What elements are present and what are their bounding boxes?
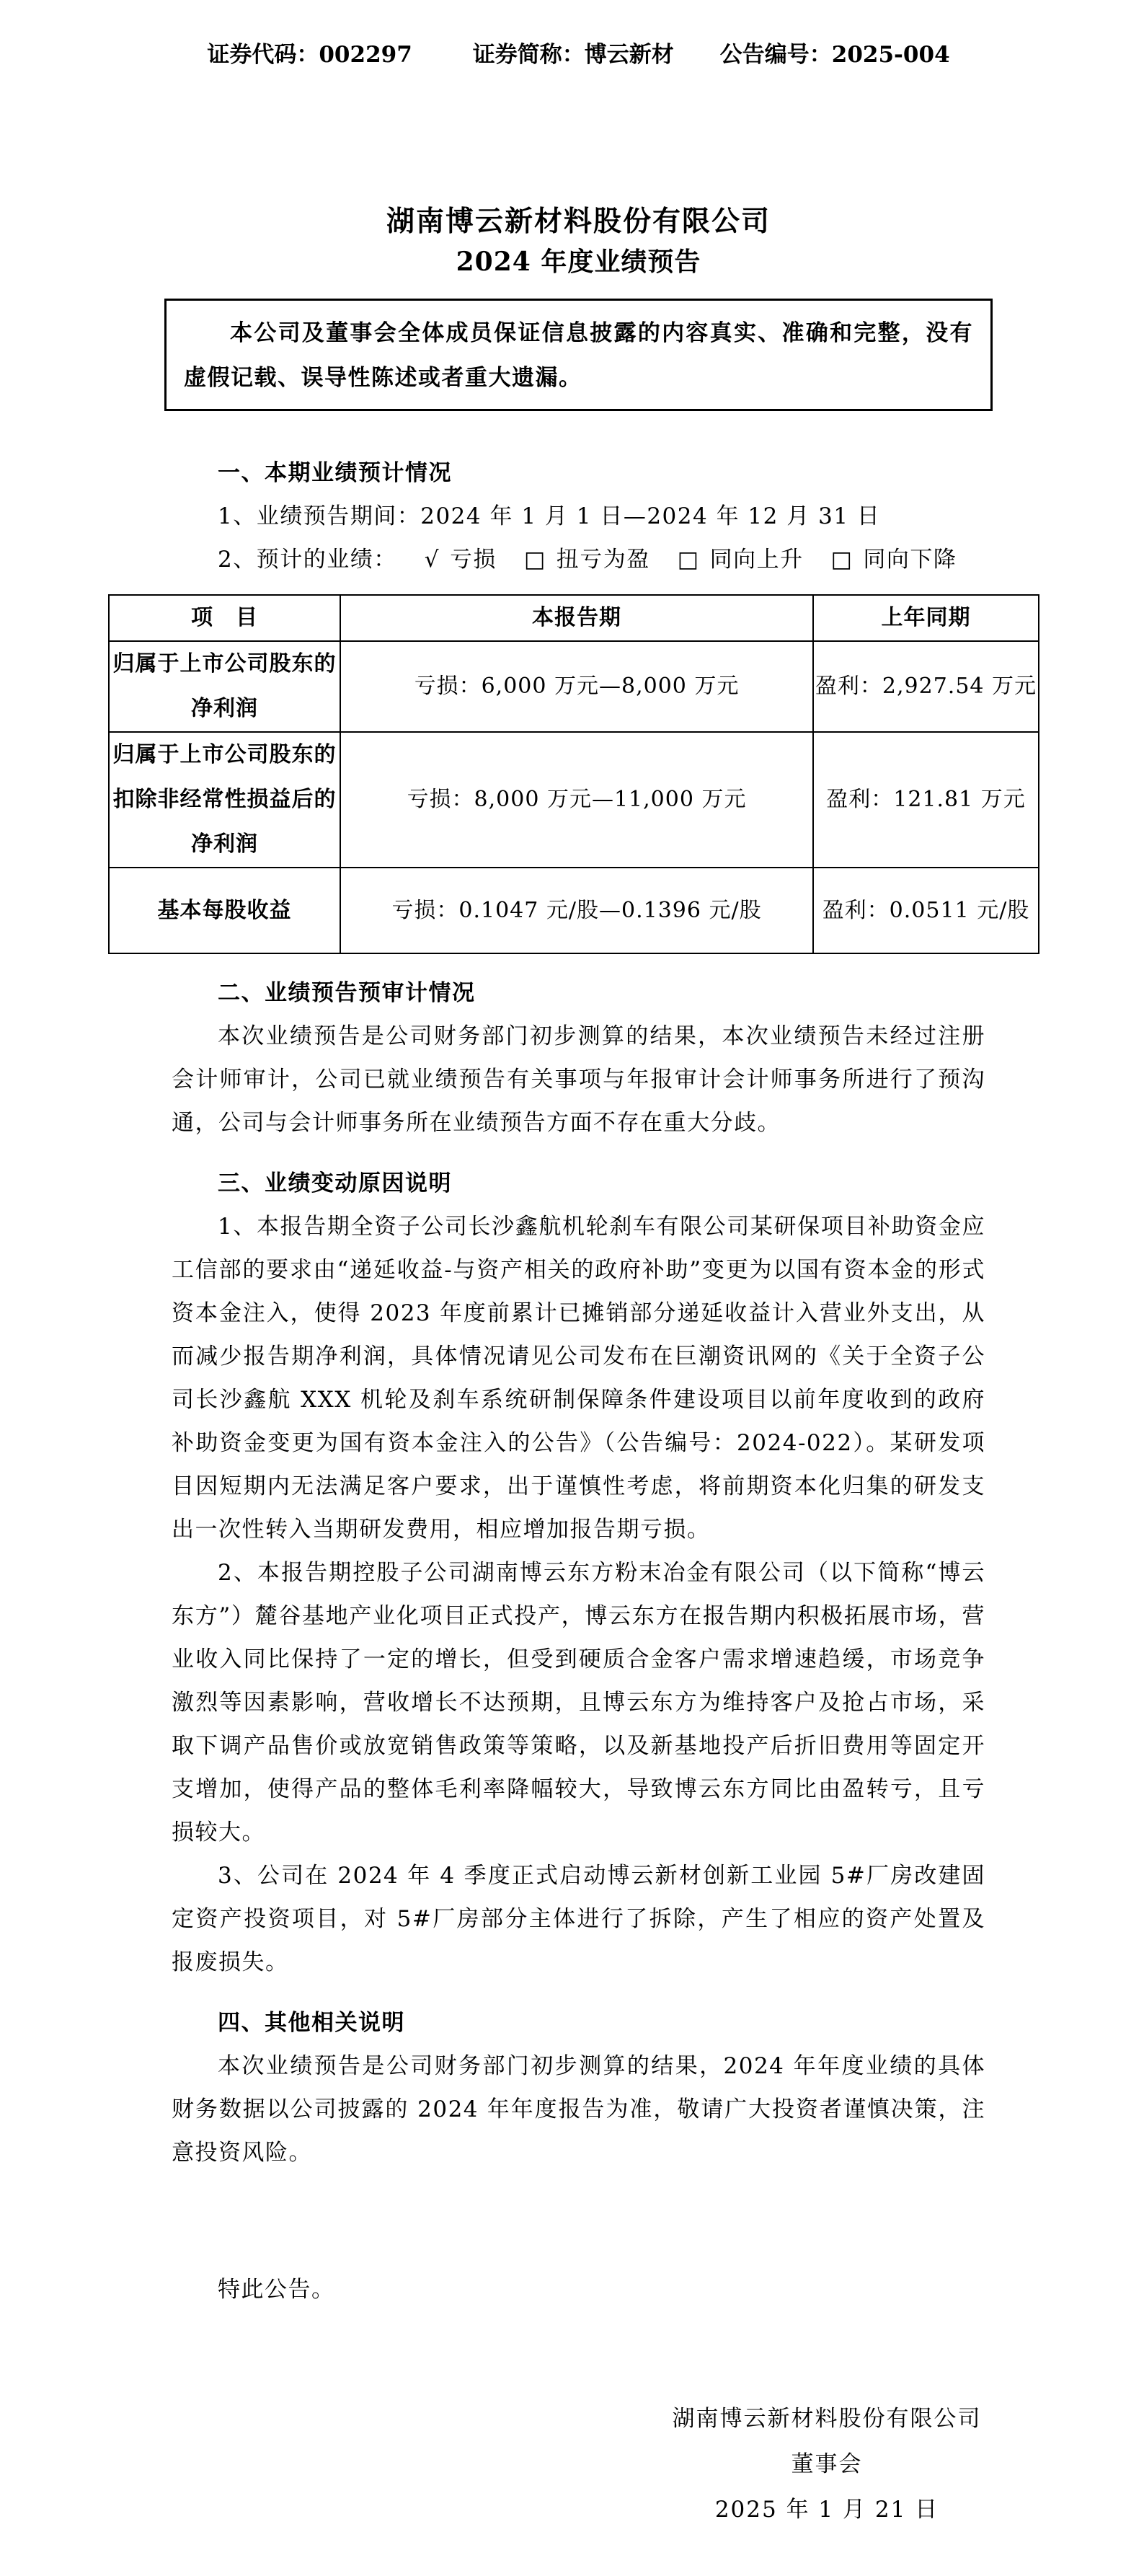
signature-block: [668, 2396, 985, 2533]
table-row: [109, 732, 1039, 868]
section-3-heading: 三、业绩变动原因说明: [218, 1170, 452, 1196]
table-header-row: [109, 595, 1039, 641]
option-same-direction-up: [678, 547, 804, 573]
checkmark-icon: √: [424, 547, 440, 573]
option-loss: [425, 547, 497, 573]
row-current-value: 亏损：8,000 万元—11,000 万元: [340, 732, 813, 868]
section-4-paragraph: 本次业绩预告是公司财务部门初步测算的结果，2024 年年度业绩的具体财务数据以公司披露的 2024 年年度报告为准，敬请广大投资者谨慎决策，注意投资风险。: [172, 2053, 985, 2166]
doc-body: [112, 451, 1037, 2533]
option-turn-profit: [524, 547, 650, 573]
announcement-number: 公告编号：2025-004: [719, 42, 950, 68]
table-header-item: 项 目: [109, 595, 340, 641]
stock-code: 证券代码：002297: [207, 42, 412, 68]
row-prior-value: 盈利：2,927.54 万元: [813, 641, 1039, 732]
checkbox-empty-icon: □: [524, 547, 546, 573]
signature-company: 湖南博云新材料股份有限公司: [672, 2406, 982, 2432]
checkbox-empty-icon: □: [677, 547, 700, 573]
section-3-paragraph-2: 2、本报告期控股子公司湖南博云东方粉末冶金有限公司（以下简称“博云东方”）麓谷基地产业化项目正式投产，博云东方在报告期内积极拓展市场，营业收入同比保持了一定的增长，但受到硬质合金客户需求增速趋缓，市场竞争激烈等因素影响，营收增长不达预期，且博云东方为维持客户及抢占市场，采取下调产品售价或放宽销售政策等策略，以及新基地投产后折旧费用等固定开支增加，使得产品的整体毛利率降幅较大，导致博云东方同比由盈转亏，且亏损较大。: [172, 1560, 985, 1845]
forecast-type-line: [172, 538, 985, 581]
section-1-heading: 一、本期业绩预计情况: [218, 460, 452, 486]
row-current-value: 亏损：6,000 万元—8,000 万元: [340, 641, 813, 732]
forecast-period: 1、业绩预告期间：2024 年 1 月 1 日—2024 年 12 月 31 日: [218, 503, 881, 529]
forecast-type-prefix: 2、预计的业绩：: [218, 547, 397, 573]
stock-abbr: 证券简称：博云新材: [472, 42, 674, 68]
section-2-heading: 二、业绩预告预审计情况: [218, 980, 476, 1006]
option-label: 扭亏为盈: [556, 547, 650, 573]
row-prior-value: 盈利：121.81 万元: [813, 732, 1039, 868]
doc-title: 湖南博云新材料股份有限公司: [386, 205, 771, 238]
checkbox-empty-icon: □: [830, 547, 853, 573]
row-label: 归属于上市公司股东的扣除非经常性损益后的净利润: [109, 732, 340, 868]
option-label: 同向下降: [863, 547, 957, 573]
row-prior-value: 盈利：0.0511 元/股: [813, 868, 1039, 953]
section-4-heading: 四、其他相关说明: [218, 2010, 405, 2036]
row-current-value: 亏损：0.1047 元/股—0.1396 元/股: [340, 868, 813, 953]
table-row: [109, 641, 1039, 732]
disclaimer-box: 本公司及董事会全体成员保证信息披露的内容真实、准确和完整，没有虚假记载、误导性陈述或者重大遗漏。: [164, 299, 993, 411]
option-label: 亏损: [450, 547, 497, 573]
doc-header: [172, 33, 985, 76]
table-row: [109, 868, 1039, 953]
performance-table: [108, 594, 1039, 954]
row-label: 归属于上市公司股东的净利润: [109, 641, 340, 732]
signature-board: 董事会: [791, 2451, 863, 2477]
section-3-paragraph-1: 1、本报告期全资子公司长沙鑫航机轮刹车有限公司某研保项目补助资金应工信部的要求由“递延收益-与资产相关的政府补助”变更为以国有资本金的形式资本金注入，使得 2023 年度前累计已摊销部分递延收益计入营业外支出，从而减少报告期净利润，具体情况请见公司发布在巨潮资讯网的《关于全资子公司长沙鑫航 XXX 机轮及刹车系统研制保障条件建设项目以前年度收到的政府补助资金变更为国有资本金注入的公告》（公告编号：2024-022）。某研发项目因短期内无法满足客户要求，出于谨慎性考虑，将前期资本化归集的研发支出一次性转入当期研发费用，相应增加报告期亏损。: [172, 1214, 985, 1543]
table-header-current: 本报告期: [340, 595, 813, 641]
section-2-paragraph: 本次业绩预告是公司财务部门初步测算的结果，本次业绩预告未经过注册会计师审计，公司已就业绩预告有关事项与年报审计会计师事务所进行了预沟通，公司与会计师事务所在业绩预告方面不存在重大分歧。: [172, 1023, 985, 1136]
option-same-direction-down: [831, 547, 957, 573]
row-label: 基本每股收益: [109, 868, 340, 953]
doc-subtitle: 2024 年度业绩预告: [456, 247, 701, 277]
closing-statement: 特此公告。: [218, 2277, 335, 2303]
signature-date: 2025 年 1 月 21 日: [714, 2497, 939, 2523]
table-header-prior: 上年同期: [813, 595, 1039, 641]
section-3-paragraph-3: 3、公司在 2024 年 4 季度正式启动博云新材创新工业园 5#厂房改建固定资产投资项目，对 5#厂房部分主体进行了拆除，产生了相应的资产处置及报废损失。: [172, 1863, 985, 1975]
option-label: 同向上升: [709, 547, 804, 573]
